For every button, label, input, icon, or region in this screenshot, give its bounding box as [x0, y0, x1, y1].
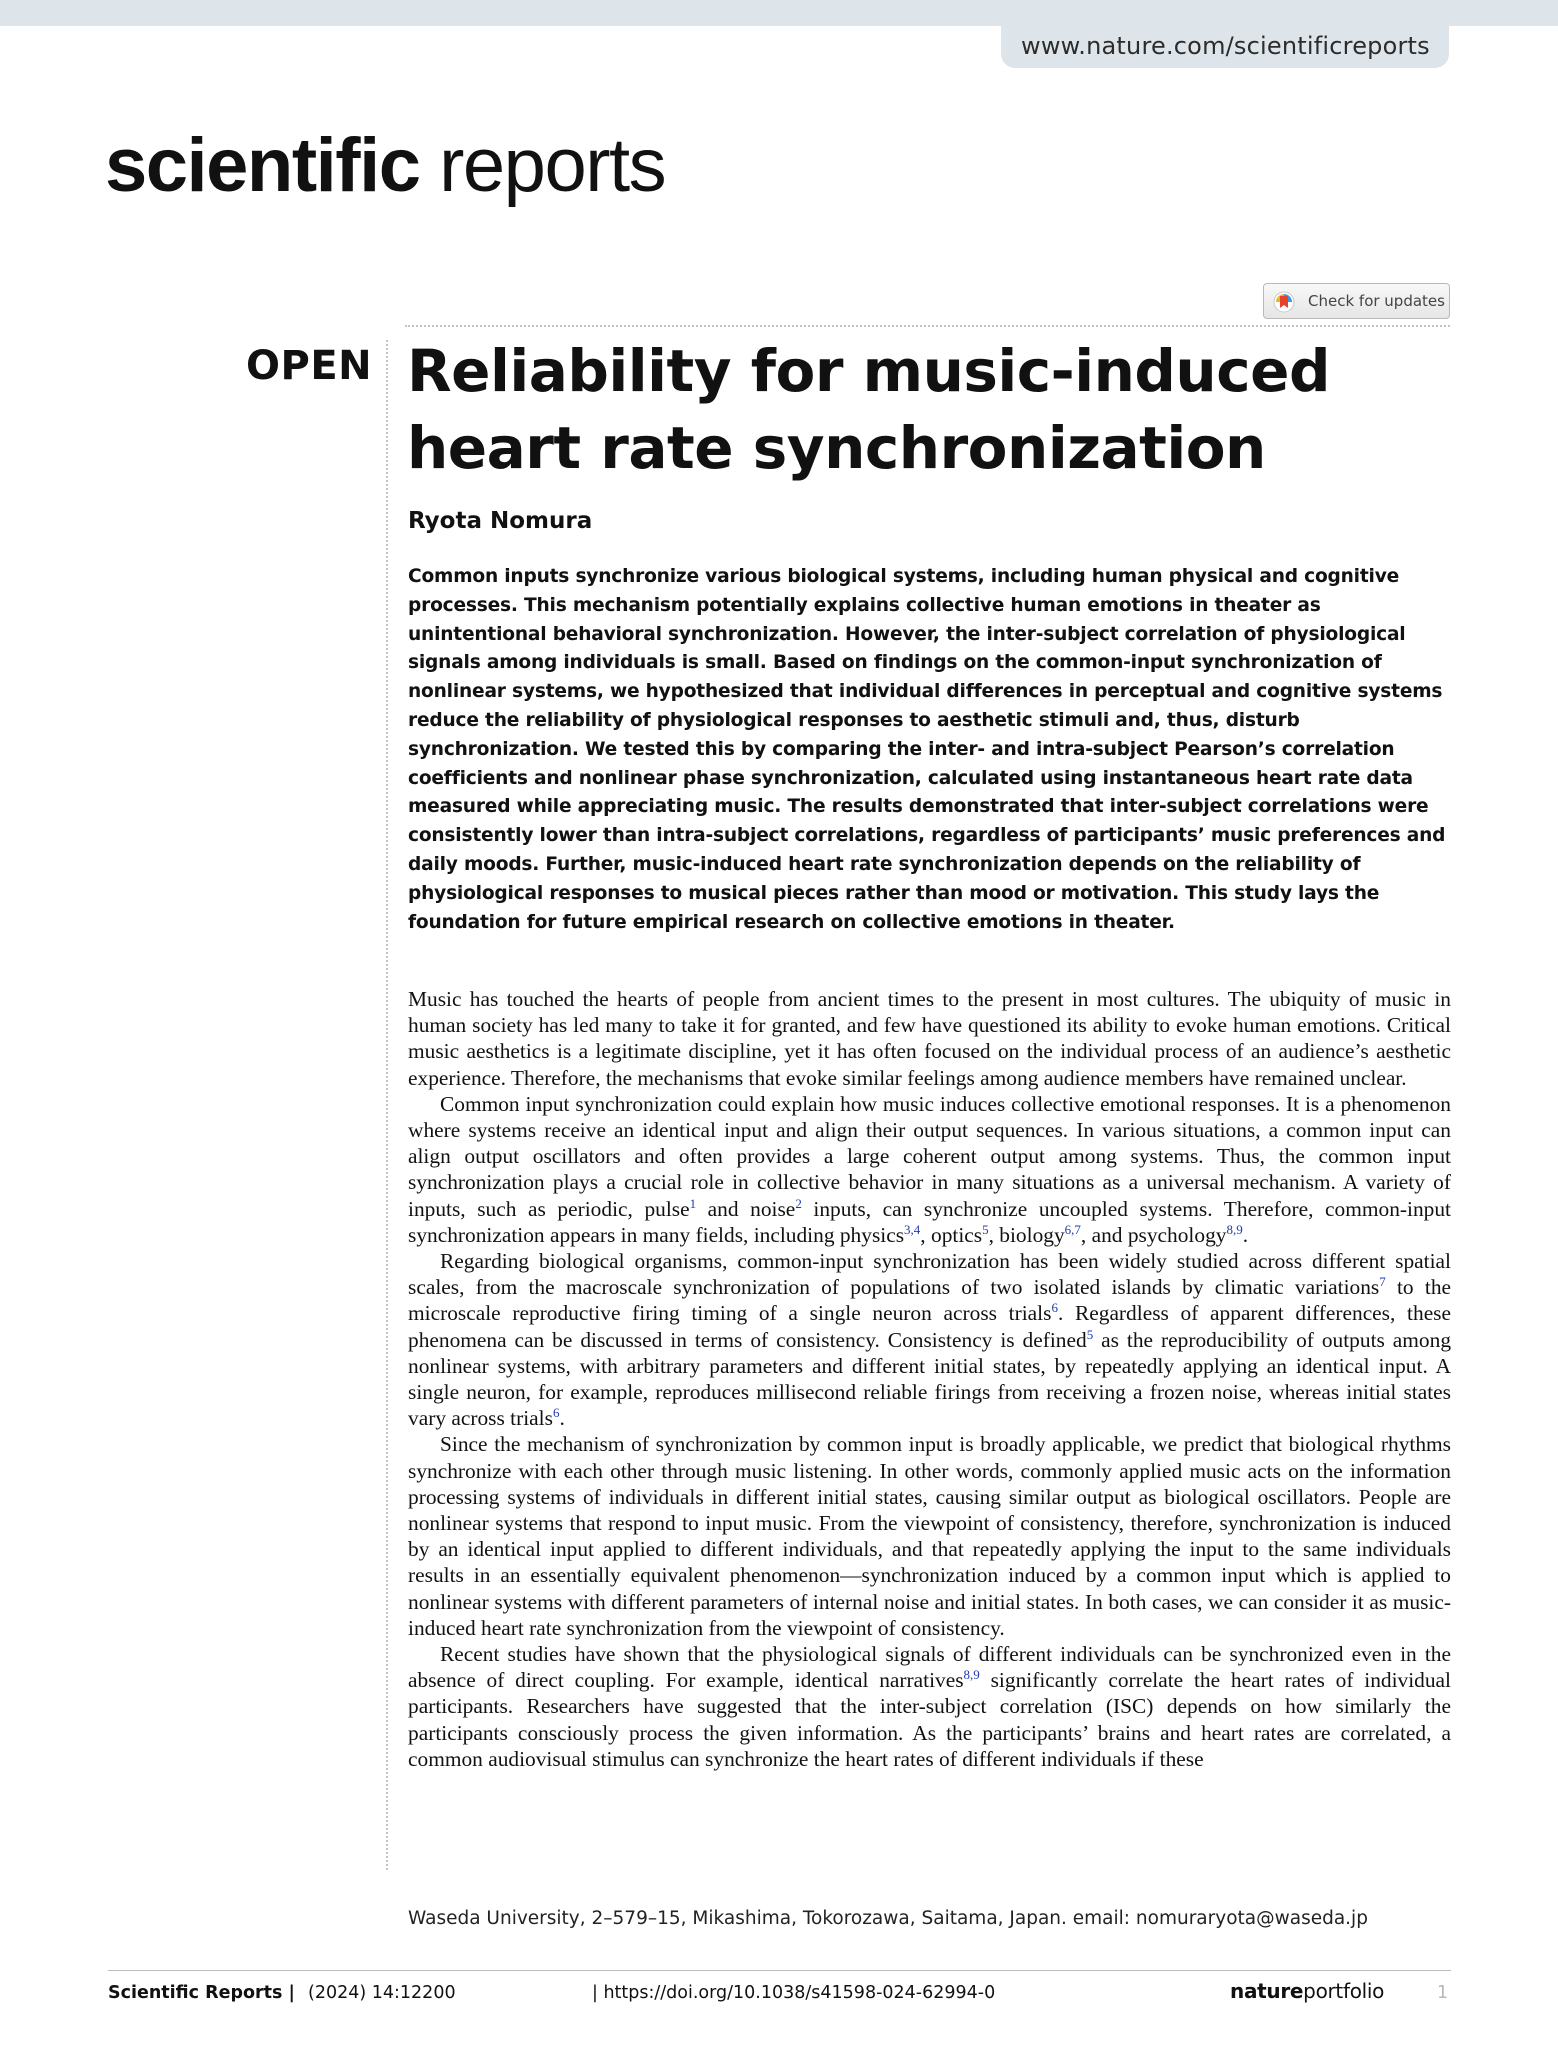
- header-dotted-rule: [405, 325, 1450, 327]
- body-text: as the reproducibility of outputs among nonlinear systems, with arbitrary parameters and different initial states, by repeatedly applying an identical input. A single neuron, for example, reproduces millisecond reliable firings from receiving a frozen noise, whereas initial states vary across trials: [408, 1327, 1452, 1431]
- footer-citation: (2024) 14:12200: [308, 1983, 456, 2003]
- article-body: [408, 986, 1451, 1772]
- body-text: .: [1242, 1222, 1249, 1247]
- reference-link[interactable]: 6,7: [1064, 1221, 1081, 1237]
- crossmark-icon: [1273, 291, 1295, 313]
- reference-link[interactable]: 3,4: [904, 1221, 921, 1237]
- journal-url[interactable]: www.nature.com/scientificreports: [1021, 32, 1430, 60]
- article-title: Reliability for music-induced heart rate synchronization: [407, 337, 1330, 482]
- body-text: , optics: [920, 1222, 983, 1247]
- reference-link[interactable]: 5: [982, 1221, 989, 1237]
- margin-dotted-rule: [386, 340, 388, 1870]
- reference-link[interactable]: 8,9: [1226, 1221, 1243, 1237]
- body-text: and noise: [696, 1196, 796, 1221]
- body-text: Regarding biological organisms, common-input synchronization has been widely studied across different spatial scales, from the macroscale synchronization of populations of two isolated islands by climatic variations: [408, 1249, 1451, 1300]
- body-text: to the microscale reproductive firing timing of a single neuron across trials: [408, 1275, 1452, 1326]
- reference-link[interactable]: 6: [1051, 1300, 1058, 1316]
- body-paragraph-1: Music has touched the hearts of people from ancient times to the present in most cultures. The ubiquity of music in human society has led many to take it for granted, and few have questioned its ability to evoke human emotions. Critical music aesthetics is a legitimate discipline, yet it has often focused on the individual process of an audience’s aesthetic experience. Therefore, the mechanisms that evoke similar feelings among audience members have remained unclear.: [408, 987, 1451, 1090]
- journal-name-light: reports: [439, 123, 666, 208]
- body-text: , and psychology: [1080, 1222, 1227, 1247]
- reference-link[interactable]: 5: [1086, 1326, 1094, 1342]
- brand-light: portfolio: [1303, 1979, 1385, 2003]
- reference-link[interactable]: 1: [689, 1195, 697, 1211]
- article-abstract: Common inputs synchronize various biological systems, including human physical and cognitive processes. This mechanism potentially explains collective human emotions in theater as unintentional behavioral synchronization. However, the inter-subject correlation of physiological signals among individuals is small. Based on findings on the common-input synchronization of nonlinear systems, we hypothesized that individual differences in perceptual and cognitive systems reduce the reliability of physiological responses to aesthetic stimuli and, thus, disturb synchronization. We tested this by comparing the inter- and intra-subject Pearson’s correlation coefficients and nonlinear phase synchronization, calculated using instantaneous heart rate data measured while appreciating music. The results demonstrated that inter-subject correlations were consistently lower than intra-subject correlations, regardless of participants’ music preferences and daily moods. Further, music-induced heart rate synchronization depends on the reliability of physiological responses to musical pieces rather than mood or motivation. This study lays the foundation for future empirical research on collective emotions in theater.: [408, 566, 1446, 933]
- top-band: [0, 0, 1558, 26]
- footer-rule: [108, 1970, 1451, 1971]
- journal-name-bold: scientific: [105, 123, 420, 208]
- page-number: 1: [1437, 1983, 1449, 2003]
- reference-link[interactable]: 7: [1379, 1274, 1386, 1290]
- open-access-label: OPEN: [246, 343, 373, 389]
- check-for-updates-label: Check for updates: [1308, 292, 1445, 310]
- body-paragraph-4: Since the mechanism of synchronization by common input is broadly applicable, we predict that biological rhythms synchronize with each other through music listening. In other words, commonly applied music acts on the information processing systems of individuals in different initial states, causing similar output as biological oscillators. People are nonlinear systems that respond to input music. From the viewpoint of consistency, therefore, synchronization is induced by an identical input applied to different individuals, and that repeatedly applying the input to the same individuals results in an essentially equivalent phenomenon—synchronization induced by a common input which is applied to nonlinear systems with different parameters of internal noise and initial states. In both cases, we can consider it as music-induced heart rate synchronization from the viewpoint of consistency.: [408, 1432, 1451, 1640]
- body-paragraph-3: [408, 1248, 1451, 1431]
- article-author[interactable]: Ryota Nomura: [408, 508, 593, 534]
- body-text: .: [559, 1406, 565, 1431]
- journal-masthead: [105, 123, 666, 208]
- nature-portfolio-logo: [1230, 1979, 1384, 2003]
- body-text: Common input synchronization could explain how music induces collective emotional responses. It is a phenomenon where systems receive an identical input and align their output sequences. In various situations, a common input can align output oscillators and often provides a large coherent output among systems. Thus, the common input synchronization plays a crucial role in collective behavior in many situations as a universal mechanism. A variety of inputs, such as periodic, pulse: [408, 1091, 1451, 1221]
- author-affiliation: Waseda University, 2–579–15, Mikashima, Tokorozawa, Saitama, Japan. email: nomuraryota@waseda.jp: [408, 1908, 1368, 1929]
- body-text: , biology: [988, 1222, 1065, 1247]
- reference-link[interactable]: 6: [552, 1405, 560, 1421]
- brand-bold: nature: [1230, 1979, 1304, 2003]
- body-text: . Regardless of apparent differences, these phenomena can be discussed in terms of consistency. Consistency is defined: [408, 1301, 1452, 1352]
- footer-journal: Scientific Reports |: [108, 1983, 295, 2003]
- journal-url-tab[interactable]: [1001, 26, 1449, 68]
- reference-link[interactable]: 8,9: [963, 1667, 980, 1683]
- footer-doi-link[interactable]: | https://doi.org/10.1038/s41598-024-62994-0: [592, 1983, 996, 2003]
- body-paragraph-5: [408, 1641, 1451, 1772]
- body-text: significantly correlate the heart rates of individual participants. Researchers have suggested that the inter-subject correlation (ISC) depends on how similarly the participants consciously process the given information. As the participants’ brains and heart rates are correlated, a common audiovisual stimulus can synchronize the heart rates of different individuals if these: [408, 1668, 1451, 1771]
- body-text: inputs, can synchronize uncoupled systems. Therefore, common-input synchronization appears in many fields, including physics: [408, 1196, 1451, 1247]
- reference-link[interactable]: 2: [795, 1195, 802, 1211]
- body-paragraph-2: [408, 1091, 1451, 1248]
- check-for-updates-button[interactable]: [1263, 283, 1450, 319]
- body-text: Recent studies have shown that the physiological signals of different individuals can be synchronized even in the absence of direct coupling. For example, identical narratives: [408, 1642, 1451, 1693]
